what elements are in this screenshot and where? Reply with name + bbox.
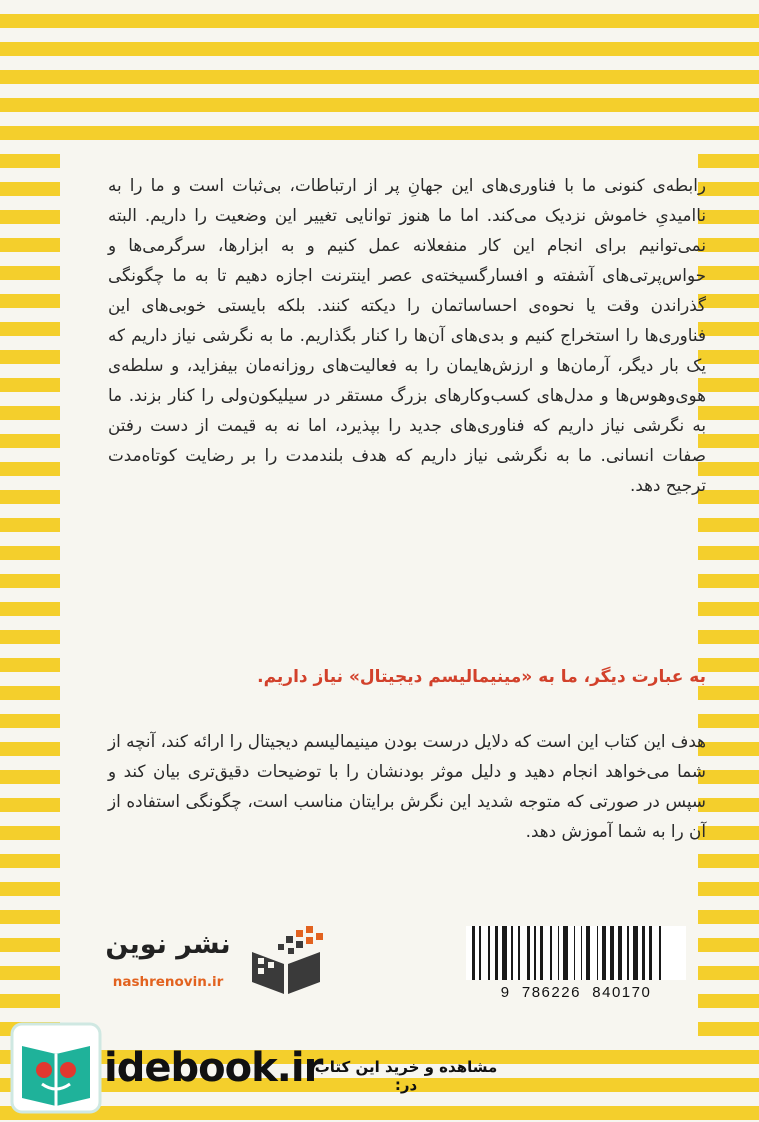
barcode-bar [488, 926, 490, 980]
barcode-bar [610, 926, 615, 980]
book-face-icon [8, 1020, 104, 1116]
barcode-bar [649, 926, 652, 980]
barcode-bar [558, 926, 560, 980]
blurb-paragraph-1 [108, 170, 706, 500]
barcode-bar [581, 926, 583, 980]
watermark-site[interactable]: idebook.ir [104, 1045, 323, 1091]
barcode-bar [597, 926, 599, 980]
paragraph-text: هدف این کتاب این است که دلایل درست بودن مینیمالیسم دیجیتال را ارائه کند، آنچه از شما می‌خواهد انجام دهید و دلیل موثر بودنشان را با توضیحات دقیق‌تری بیان کند و سپس در صورتی که متوجه شدید این نگرش برایتان مناسب است، چگونگی استفاده از آن را به شما آموزش دهد. [108, 731, 706, 841]
barcode-bar [550, 926, 552, 980]
publisher-url: nashrenovin.ir [112, 974, 224, 990]
barcode-bar [627, 926, 629, 980]
barcode-bar [633, 926, 638, 980]
barcode-bar [472, 926, 475, 980]
watermark-caption: مشاهده و خرید این کتاب در: [314, 1058, 498, 1094]
barcode-bar [642, 926, 645, 980]
barcode-bar [659, 926, 661, 980]
barcode-bar [479, 926, 481, 980]
barcode-bar [586, 926, 589, 980]
barcode-bar [518, 926, 520, 980]
isbn-barcode [466, 926, 686, 1006]
barcode-bar [534, 926, 536, 980]
isbn-number: 9 786226 840170 [500, 984, 652, 1001]
barcode-bar [602, 926, 605, 980]
barcode-bar [511, 926, 513, 980]
barcode-bar [574, 926, 576, 980]
barcode-bar [618, 926, 621, 980]
paragraph-text: رابطه‌ی کنونی ما با فناوری‌های این جهانِ پر از ارتباطات، بی‌ثبات است و ما را به ناامیدیِ خاموش نزدیک می‌کند. اما ما هنوز توانایی تغییر این وضعیت را داریم. البته نمی‌توانیم برای انجام این کار منفعلانه عمل کنیم و به ابزارها، سرگرمی‌ها و حواس‌پرتی‌های آشفته و افسارگسیخته‌ی عصر اینترنت اجازه دهیم تا به ما چگونگی گذراندن وقت یا نحوه‌ی احساساتمان را دیکته کنند. بلکه بایستی خوبی‌های این فناوری‌ها را استخراج کنیم و بدی‌های آن‌ها را کنار بگذاریم. ما به نگرشی نیاز داریم که یک بار دیگر، آرمان‌ها و ارزش‌هایمان را به فعالیت‌های روزانه‌مان بیفزاید، و سلطه‌ی هوی‌وهوس‌ها و مدل‌های کسب‌وکارهای بزرگ مستقر در سیلیکون‌ولی را کنار بزند. ما به نگرشی نیاز داریم که فناوری‌های جدید را بپذیرد، اما نه به قیمت از دست رفتن صفات انسانی. ما به نگرشی نیاز داریم که هدف بلندمدت را بر رضایت کوتاه‌مدت ترجیح دهد. [108, 175, 706, 495]
watermark-banner[interactable] [0, 1036, 759, 1122]
publisher-name: نشر نوین [105, 929, 231, 960]
barcode-bar [563, 926, 568, 980]
book-grid-icon [248, 924, 324, 996]
barcode-bar [540, 926, 543, 980]
barcode-bar [527, 926, 530, 980]
blurb-paragraph-2 [108, 726, 706, 846]
barcode-bars [466, 926, 686, 980]
barcode-bar [495, 926, 498, 980]
publisher-block [92, 922, 328, 1002]
highlight-statement: به عبارت دیگر، ما به «مینیمالیسم دیجیتال» نیاز داریم. [257, 667, 706, 687]
barcode-bar [502, 926, 507, 980]
